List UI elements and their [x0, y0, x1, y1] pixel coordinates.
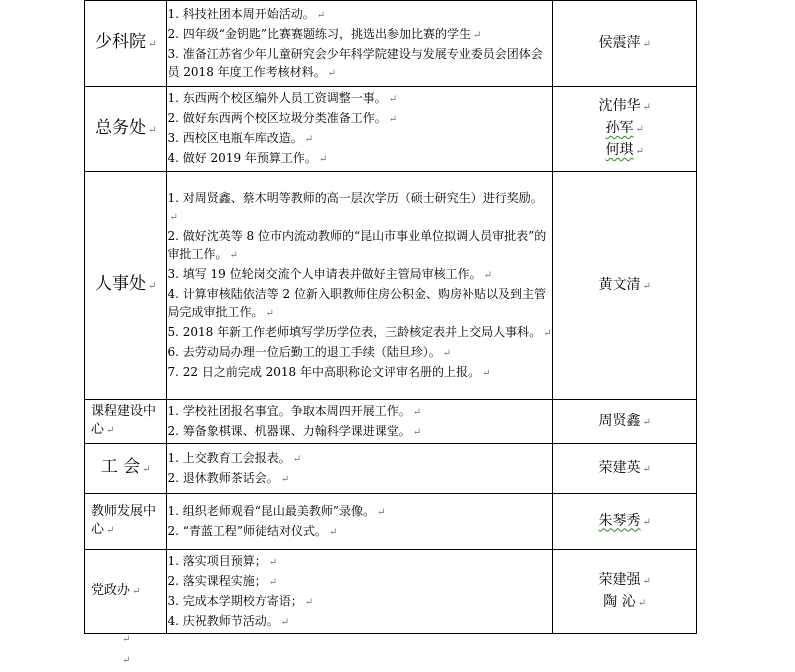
task-item [167, 149, 552, 169]
task-list-cell [167, 550, 553, 634]
paragraph-mark: ↵ [268, 576, 278, 588]
owner-name-text: 黄文清 [598, 276, 641, 293]
task-item [167, 285, 552, 323]
department-cell [85, 494, 167, 550]
paragraph-mark: ↵ [148, 39, 157, 50]
task-item [167, 363, 552, 383]
task-text: 3. 准备江苏省少年儿童研究会少年科学院建设与发展专业委员会团体会员 2018 年度工作考核材料。 [167, 46, 543, 79]
task-item [167, 129, 552, 149]
paragraph-mark: ↵ [642, 575, 651, 587]
task-item [167, 592, 552, 612]
task-item [167, 109, 552, 129]
owner-name [553, 511, 696, 533]
task-item [167, 522, 552, 542]
paragraph-mark: ↵ [642, 280, 651, 292]
paragraph-mark: ↵ [280, 473, 290, 485]
paragraph-mark: ↵ [642, 102, 651, 113]
task-item [167, 25, 552, 45]
department-name: 教师发展中心 [91, 504, 157, 537]
owner-name [553, 570, 696, 592]
task-item [167, 227, 552, 265]
task-item [167, 422, 552, 442]
paragraph-mark: ↵ [637, 597, 647, 609]
department-cell [85, 444, 167, 494]
task-text: 4. 计算审核陆依洁等 2 位新入职教师住房公积金、购房补贴以及到主管局完成审批工作。 [167, 286, 546, 319]
department-cell [85, 1, 167, 87]
owner-name [553, 411, 696, 433]
owner-name-text: 荣建强 [598, 571, 641, 588]
task-text: 1. 对周贤鑫、蔡木明等教师的高一层次学历（硕士研究生）进行奖励。 [167, 190, 543, 205]
paragraph-mark: ↵ [473, 29, 482, 41]
task-text: 4. 庆祝教师节活动。 [167, 613, 279, 628]
paragraph-mark: ↵ [635, 146, 644, 157]
department-cell [85, 87, 167, 172]
task-list-cell [167, 444, 553, 494]
table-row [85, 87, 697, 172]
task-text: 5. 2018 年新工作老师填写学历学位表，三龄核定表并上交局人事科。 [167, 324, 542, 339]
paragraph-mark: ↵ [642, 416, 651, 428]
paragraph-mark: ↵ [483, 269, 493, 281]
task-item [167, 469, 552, 489]
owner-cell [553, 87, 697, 172]
task-item [167, 552, 552, 572]
owner-name-text: 陶 沁 [603, 593, 636, 610]
paragraph-mark: ↵ [316, 9, 326, 21]
task-item [167, 572, 552, 592]
paragraph-mark: ↵ [280, 616, 290, 628]
task-text: 1. 落实项目预算； [167, 553, 267, 568]
task-item [167, 45, 552, 83]
owner-cell [553, 494, 697, 550]
owner-name [553, 33, 696, 55]
task-text: 2. 落实课程实施； [167, 573, 267, 588]
paragraph-mark: ↵ [642, 516, 651, 528]
task-item [167, 189, 552, 227]
table-row [85, 444, 697, 494]
task-item [167, 89, 552, 109]
owner-name-text: 侯震萍 [598, 34, 641, 51]
department-name: 工 会 [100, 457, 141, 477]
task-list-cell [167, 400, 553, 444]
task-text: 4. 做好 2019 年预算工作。 [167, 151, 317, 165]
task-text: 2. 做好东西两个校区垃圾分类准备工作。 [167, 111, 387, 125]
owner-cell [553, 400, 697, 444]
department-name: 人事处 [95, 274, 147, 294]
task-item [167, 5, 552, 25]
department-cell [85, 172, 167, 400]
owner-name-text: 何琪 [605, 142, 634, 158]
owner-name-text: 孙军 [605, 120, 634, 136]
task-text: 2. 四年级“金钥匙”比赛赛题练习，挑选出参加比赛的学生 [167, 26, 472, 41]
owner-name-text: 周贤鑫 [598, 412, 641, 429]
paragraph-mark: ↵ [327, 67, 337, 79]
task-item [167, 265, 552, 285]
paragraph-mark: ↵ [122, 655, 131, 666]
owner-name-text: 荣建英 [598, 459, 641, 476]
table-row [85, 494, 697, 550]
owner-name [553, 592, 696, 614]
paragraph-mark: ↵ [412, 426, 422, 438]
task-list-cell [167, 494, 553, 550]
task-item [167, 612, 552, 632]
table-row [85, 172, 697, 400]
owner-name [553, 275, 696, 297]
task-item [167, 323, 552, 343]
paragraph-mark: ↵ [642, 463, 651, 475]
paragraph-mark: ↵ [482, 367, 491, 379]
task-text: 2. 筹备象棋课、机器课、力翰科学课进课堂。 [167, 423, 411, 438]
table-row [85, 1, 697, 87]
owner-cell [553, 444, 697, 494]
paragraph-mark: ↵ [265, 307, 274, 319]
paragraph-mark: ↵ [388, 114, 398, 125]
table-row [85, 400, 697, 444]
department-cell [85, 550, 167, 634]
task-text: 2. 做好沈英等 8 位市内流动教师的“昆山市事业单位拟调人员审批表”的审批工作。 [167, 228, 547, 261]
paragraph-mark: ↵ [642, 38, 651, 50]
paragraph-mark: ↵ [329, 526, 338, 538]
paragraph-mark: ↵ [304, 596, 314, 608]
paragraph-mark: ↵ [635, 124, 644, 135]
task-text: 3. 西校区电瓶车库改造。 [167, 131, 303, 145]
paragraph-mark: ↵ [229, 249, 238, 261]
task-text: 2. 退休教师茶话会。 [167, 470, 279, 485]
paragraph-mark: ↵ [442, 347, 452, 359]
paragraph-mark: ↵ [304, 134, 314, 145]
task-text: 1. 学校社团报名事宜。争取本周四开展工作。 [167, 403, 411, 418]
paragraph-mark: ↵ [148, 281, 157, 292]
task-text: 1. 东西两个校区编外人员工资调整一事。 [167, 91, 387, 105]
task-text: 7. 22 日之前完成 2018 年中高职称论文评审名册的上报。 [167, 364, 480, 379]
owner-name [553, 140, 696, 162]
paragraph-mark: ↵ [292, 453, 302, 465]
department-name: 党政办 [91, 583, 131, 598]
table-row [85, 550, 697, 634]
owner-cell [553, 1, 697, 87]
paragraph-mark: ↵ [543, 327, 552, 339]
paragraph-mark: ↵ [132, 586, 141, 597]
task-text: 6. 去劳动局办理一位后勤工的退工手续（陆旦珍）。 [167, 344, 441, 359]
task-text: 2. “青蓝工程”师徒结对仪式。 [167, 523, 328, 538]
owner-name [553, 118, 696, 140]
task-text: 1. 组织老师观看“昆山最美教师”录像。 [167, 503, 376, 518]
paragraph-mark: ↵ [388, 94, 398, 105]
paragraph-mark: ↵ [169, 211, 178, 223]
department-name: 课程建设中心 [91, 404, 157, 437]
schedule-table-body [85, 1, 697, 634]
owner-name-text: 朱琴秀 [598, 512, 641, 529]
schedule-table [84, 0, 697, 634]
paragraph-mark: ↵ [122, 634, 131, 645]
task-item [167, 402, 552, 422]
task-list-cell [167, 87, 553, 172]
paragraph-mark: ↵ [106, 525, 115, 536]
task-list-cell [167, 172, 553, 400]
paragraph-mark: ↵ [268, 556, 278, 568]
owner-cell [553, 550, 697, 634]
department-name: 总务处 [95, 117, 147, 138]
department-name: 少科院 [95, 32, 147, 52]
owner-name [553, 96, 696, 118]
task-item [167, 502, 552, 522]
department-cell [85, 400, 167, 444]
paragraph-mark: ↵ [142, 464, 151, 475]
paragraph-mark: ↵ [412, 406, 422, 418]
owner-name [553, 458, 696, 480]
task-item [167, 449, 552, 469]
paragraph-mark: ↵ [377, 506, 386, 518]
task-list-cell [167, 1, 553, 87]
task-item [167, 343, 552, 363]
paragraph-mark: ↵ [148, 124, 157, 136]
owner-cell [553, 172, 697, 400]
task-text: 1. 上交教育工会报表。 [167, 450, 291, 465]
task-text: 3. 完成本学期校方寄语； [167, 593, 303, 608]
task-text: 1. 科技社团本周开始活动。 [167, 6, 315, 21]
paragraph-mark: ↵ [318, 154, 328, 165]
owner-name-text: 沈伟华 [598, 98, 641, 114]
paragraph-mark: ↵ [106, 425, 115, 436]
task-text: 3. 填写 19 位轮岗交流个人申请表并做好主管局审核工作。 [167, 266, 482, 281]
